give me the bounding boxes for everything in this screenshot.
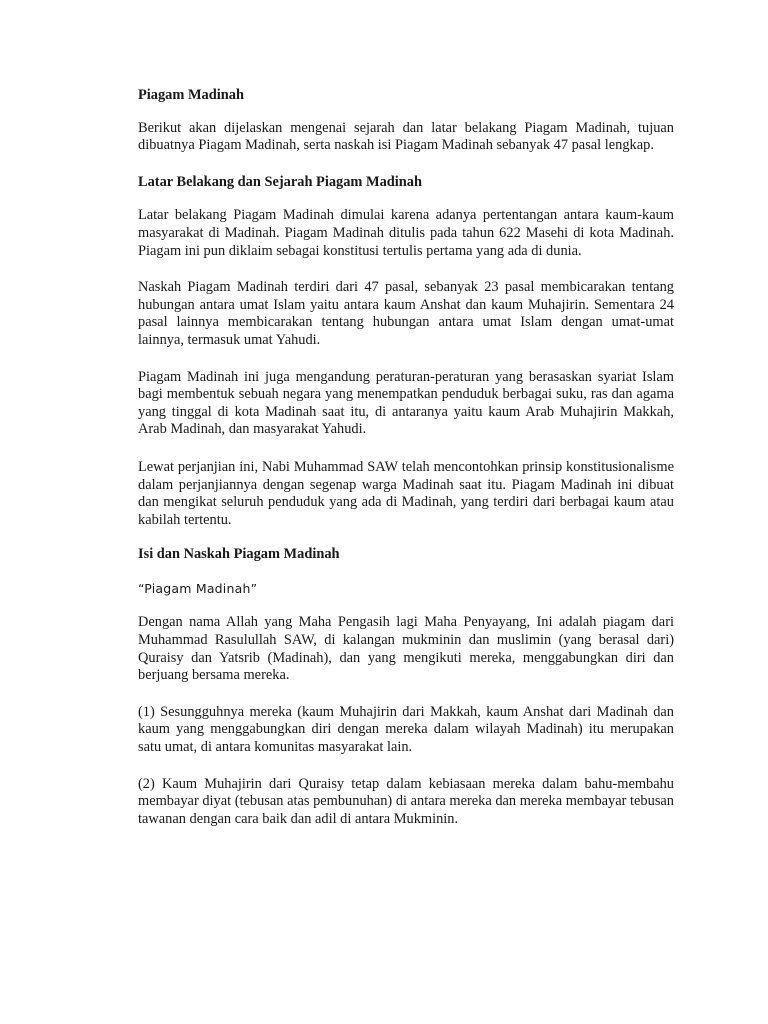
quote-title: “Piagam Madinah” — [138, 580, 258, 596]
paragraph-preamble: Dengan nama Allah yang Maha Pengasih lagi Maha Penyayang, Ini adalah piagam dari Muhammad Rasulullah SAW, di kalangan mukminin dan muslimin (yang berasal dari) Quraisy dan Yatsrib (Madinah), dan yang mengikuti mereka, menggabungkan diri dan berjuang bersama mereka. — [138, 614, 674, 684]
paragraph-articles: Naskah Piagam Madinah terdiri dari 47 pasal, sebanyak 23 pasal membicarakan tentang hubungan antara umat Islam yaitu antara kaum Anshat dan kaum Muhajirin. Sementara 24 pasal lainnya membicarakan tentang hubungan antara umat Islam dengan umat-umat lainnya, termasuk umat Yahudi. — [138, 279, 674, 348]
section-heading-history: Latar Belakang dan Sejarah Piagam Madinah — [138, 173, 422, 190]
document-title: Piagam Madinah — [138, 87, 244, 103]
section-heading-contents: Isi dan Naskah Piagam Madinah — [138, 546, 340, 563]
document-body — [138, 87, 674, 828]
paragraph-article-1: (1) Sesungguhnya mereka (kaum Muhajirin dari Makkah, kaum Anshat dari Madinah dan kaum yang menggabungkan diri dengan mereka dalam wilayah Madinah) itu merupakan satu umat, di antara komunitas masyarakat lain. — [138, 703, 674, 756]
paragraph-background: Latar belakang Piagam Madinah dimulai karena adanya pertentangan antara kaum-kaum masyarakat di Madinah. Piagam Madinah ditulis pada tahun 622 Masehi di kota Madinah. Piagam ini pun diklaim sebagai konstitusi tertulis pertama yang ada di dunia. — [138, 207, 674, 259]
paragraph-article-2: (2) Kaum Muhajirin dari Quraisy tetap dalam kebiasaan mereka dalam bahu-membahu membayar diyat (tebusan atas pembunuhan) di antara mereka dan mereka membayar tebusan tawanan dengan cara baik dan adil di antara Mukminin. — [138, 775, 674, 827]
paragraph-constitutionalism: Lewat perjanjian ini, Nabi Muhammad SAW telah mencontohkan prinsip konstitusionalisme dalam perjanjiannya dengan segenap warga Madinah saat itu. Piagam Madinah ini dibuat dan mengikat seluruh penduduk yang ada di Madinah, yang terdiri dari berbagai kaum atau kabilah tertentu. — [138, 458, 674, 528]
paragraph-sharia: Piagam Madinah ini juga mengandung peraturan-peraturan yang berasaskan syariat Islam bagi membentuk sebuah negara yang menempatkan penduduk berbagai suku, ras dan agama yang tinggal di kota Madinah saat itu, di antaranya yaitu kaum Arab Muhajirin Makkah, Arab Madinah, dan masyarakat Yahudi. — [138, 368, 674, 438]
intro-paragraph: Berikut akan dijelaskan mengenai sejarah dan latar belakang Piagam Madinah, tujuan dibuatnya Piagam Madinah, serta naskah isi Piagam Madinah sebanyak 47 pasal lengkap. — [138, 119, 674, 154]
